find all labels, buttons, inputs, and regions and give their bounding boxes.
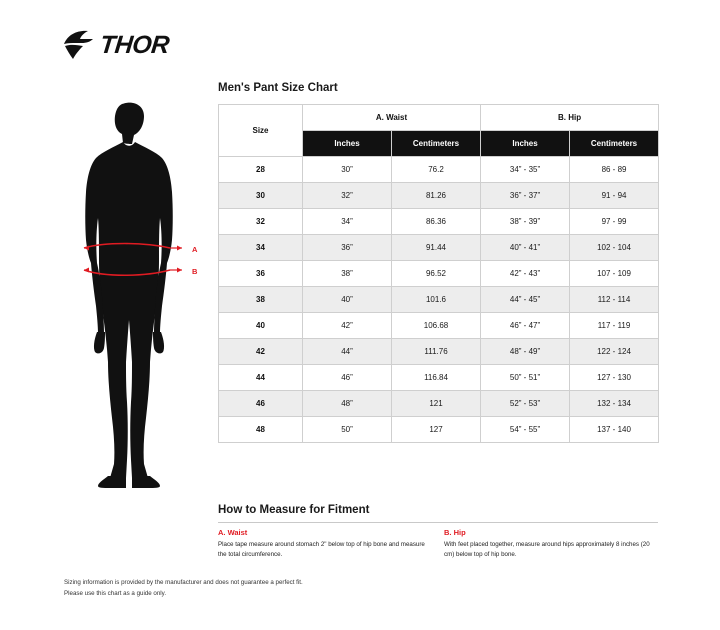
how-to-body-waist: Place tape measure around stomach 2" below top of hip bone and measure the total circumference. <box>218 541 425 558</box>
cell-waist-inches: 38” <box>303 261 392 287</box>
thor-helmet-icon <box>62 30 96 60</box>
silhouette-graphic <box>70 100 210 490</box>
cell-waist-inches: 48” <box>303 391 392 417</box>
figure-label-b: B <box>192 267 198 276</box>
figure-label-a: A <box>192 245 198 254</box>
divider <box>218 522 658 523</box>
cell-waist-inches: 32” <box>303 183 392 209</box>
brand-name: THOR <box>98 30 171 59</box>
table-row <box>219 339 659 365</box>
cell-hip-cm: 97 - 99 <box>570 209 659 235</box>
table-row <box>219 417 659 443</box>
cell-size: 46 <box>219 391 303 417</box>
how-to-heading-hip: B. Hip <box>444 528 466 537</box>
cell-hip-inches: 52” - 53” <box>481 391 570 417</box>
cell-waist-cm: 86.36 <box>392 209 481 235</box>
cell-size: 42 <box>219 339 303 365</box>
cell-hip-cm: 107 - 109 <box>570 261 659 287</box>
cell-hip-inches: 48” - 49” <box>481 339 570 365</box>
cell-hip-cm: 127 - 130 <box>570 365 659 391</box>
cell-waist-cm: 96.52 <box>392 261 481 287</box>
cell-waist-inches: 46” <box>303 365 392 391</box>
disclaimer-line-1: Sizing information is provided by the manufacturer and does not guarantee a perfect fit. <box>64 579 303 586</box>
body-silhouette <box>70 100 210 490</box>
table-header-groups <box>219 105 659 131</box>
cell-hip-inches: 42” - 43” <box>481 261 570 287</box>
cell-waist-inches: 50” <box>303 417 392 443</box>
table-row <box>219 235 659 261</box>
cell-waist-inches: 42” <box>303 313 392 339</box>
cell-hip-cm: 117 - 119 <box>570 313 659 339</box>
how-to-item-waist <box>218 528 432 559</box>
cell-waist-inches: 36” <box>303 235 392 261</box>
header-hip-centimeters: Centimeters <box>570 131 659 157</box>
cell-size: 32 <box>219 209 303 235</box>
cell-waist-cm: 127 <box>392 417 481 443</box>
header-group-hip: B. Hip <box>481 105 659 131</box>
cell-hip-inches: 40” - 41” <box>481 235 570 261</box>
header-waist-centimeters: Centimeters <box>392 131 481 157</box>
cell-hip-cm: 91 - 94 <box>570 183 659 209</box>
cell-size: 28 <box>219 157 303 183</box>
cell-waist-cm: 121 <box>392 391 481 417</box>
cell-hip-cm: 137 - 140 <box>570 417 659 443</box>
cell-hip-cm: 86 - 89 <box>570 157 659 183</box>
cell-waist-cm: 111.76 <box>392 339 481 365</box>
cell-size: 38 <box>219 287 303 313</box>
cell-waist-cm: 76.2 <box>392 157 481 183</box>
cell-hip-cm: 102 - 104 <box>570 235 659 261</box>
cell-hip-inches: 36” - 37” <box>481 183 570 209</box>
cell-hip-cm: 122 - 124 <box>570 339 659 365</box>
table-row <box>219 183 659 209</box>
cell-waist-inches: 44” <box>303 339 392 365</box>
cell-hip-inches: 46” - 47” <box>481 313 570 339</box>
table-row <box>219 209 659 235</box>
brand-logo <box>62 30 169 60</box>
cell-waist-cm: 81.26 <box>392 183 481 209</box>
cell-size: 40 <box>219 313 303 339</box>
header-size: Size <box>219 105 303 157</box>
cell-size: 36 <box>219 261 303 287</box>
cell-waist-inches: 40” <box>303 287 392 313</box>
cell-size: 44 <box>219 365 303 391</box>
disclaimer <box>64 578 303 599</box>
page-title: Men's Pant Size Chart <box>218 82 338 94</box>
table-row <box>219 313 659 339</box>
cell-hip-inches: 44” - 45” <box>481 287 570 313</box>
disclaimer-line-2: Please use this chart as a guide only. <box>64 589 167 597</box>
cell-waist-cm: 101.6 <box>392 287 481 313</box>
cell-waist-cm: 116.84 <box>392 365 481 391</box>
how-to-body-hip: With feet placed together, measure around hips approximately 8 inches (20 cm) below top of hip bone. <box>444 541 650 558</box>
table-row <box>219 391 659 417</box>
table-row <box>219 261 659 287</box>
cell-hip-cm: 112 - 114 <box>570 287 659 313</box>
how-to-item-hip <box>444 528 658 559</box>
table-row <box>219 157 659 183</box>
cell-hip-inches: 54” - 55” <box>481 417 570 443</box>
header-group-waist: A. Waist <box>303 105 481 131</box>
table-row <box>219 365 659 391</box>
cell-waist-cm: 106.68 <box>392 313 481 339</box>
size-chart-table <box>218 104 659 443</box>
how-to-measure-title: How to Measure for Fitment <box>218 504 370 516</box>
cell-hip-inches: 50” - 51” <box>481 365 570 391</box>
cell-size: 34 <box>219 235 303 261</box>
cell-waist-cm: 91.44 <box>392 235 481 261</box>
cell-waist-inches: 34” <box>303 209 392 235</box>
table-row <box>219 287 659 313</box>
cell-hip-inches: 38” - 39” <box>481 209 570 235</box>
header-waist-inches: Inches <box>303 131 392 157</box>
cell-size: 48 <box>219 417 303 443</box>
cell-hip-cm: 132 - 134 <box>570 391 659 417</box>
header-hip-inches: Inches <box>481 131 570 157</box>
cell-size: 30 <box>219 183 303 209</box>
cell-hip-inches: 34” - 35” <box>481 157 570 183</box>
cell-waist-inches: 30” <box>303 157 392 183</box>
how-to-heading-waist: A. Waist <box>218 528 248 537</box>
